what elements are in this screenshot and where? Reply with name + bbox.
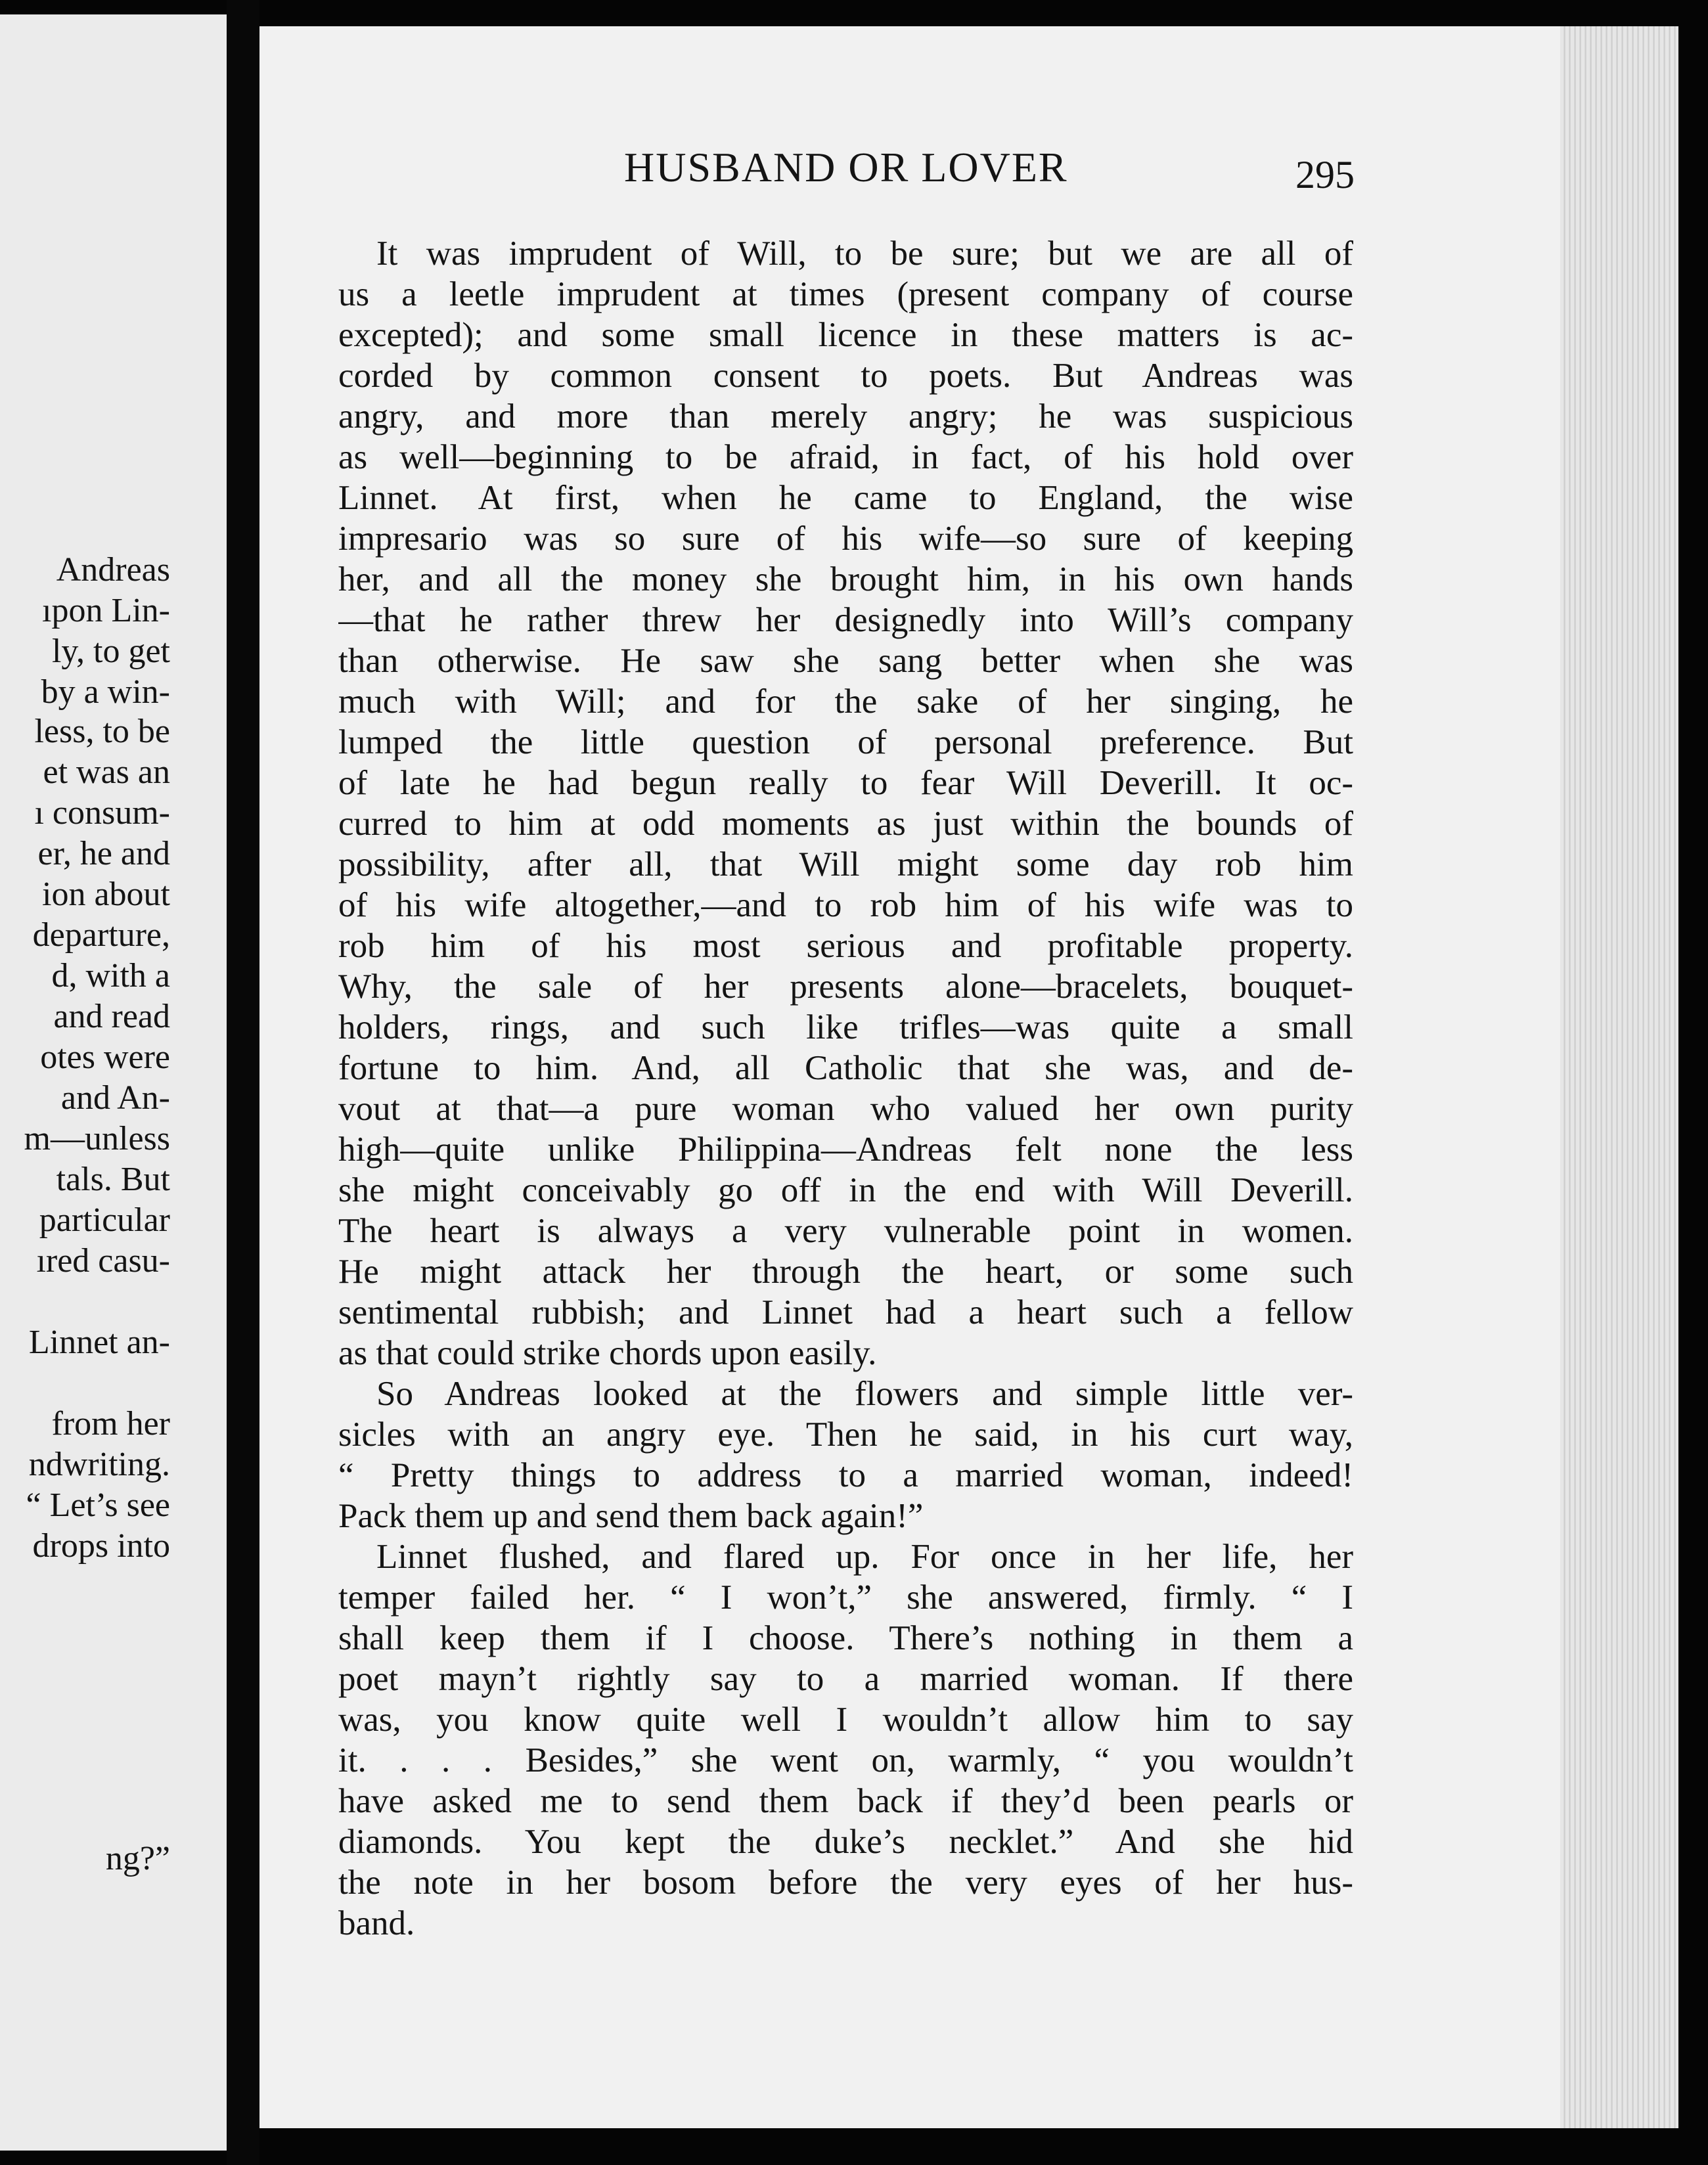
left-page-line: ndwriting. [28, 1446, 170, 1483]
text-line: Why, the sale of her presents alone—bracelets, bouquet- [338, 968, 1353, 1006]
text-line: excepted); and some small licence in these matters is ac- [338, 316, 1353, 354]
text-line: as well—beginning to be afraid, in fact, of his hold over [338, 438, 1353, 476]
left-page-line: by a win- [41, 673, 170, 711]
text-line: It was imprudent of Will, to be sure; but we are all of [376, 234, 1353, 273]
text-line: He might attack her through the heart, or some such [338, 1253, 1353, 1291]
text-line: vout at that—a pure woman who valued her own purity [338, 1090, 1353, 1128]
text-line: impresario was so sure of his wife—so sure of keeping [338, 520, 1353, 558]
text-line: temper failed her. “ I won’t,” she answered, firmly. “ I [338, 1578, 1353, 1617]
left-page-line: m—unless [24, 1120, 170, 1157]
text-line: holders, rings, and such like trifles—was quite a small [338, 1008, 1353, 1046]
text-line: Linnet. At first, when he came to England, the wise [338, 479, 1353, 517]
left-page-line: departure, [32, 916, 170, 954]
left-page-line: particular [39, 1201, 170, 1239]
left-page-line: drops into [32, 1527, 170, 1565]
text-line: angry, and more than merely angry; he was suspicious [338, 397, 1353, 435]
text-line: us a leetle imprudent at times (present company of course [338, 275, 1353, 313]
text-line: So Andreas looked at the flowers and simple little ver- [376, 1375, 1353, 1413]
left-page-line: ng?” [105, 1840, 170, 1877]
text-line: band. [338, 1904, 415, 1942]
text-line: fortune to him. And, all Catholic that she was, and de- [338, 1049, 1353, 1087]
left-page-line: ıred casu- [36, 1242, 170, 1280]
text-line: corded by common consent to poets. But Andreas was [338, 357, 1353, 395]
text-line: than otherwise. He saw she sang better when she was [338, 642, 1353, 680]
running-head: HUSBAND OR LOVER [624, 144, 1068, 190]
text-line: —that he rather threw her designedly into Will’s company [338, 601, 1353, 639]
text-line: rob him of his most serious and profitable property. [338, 927, 1353, 965]
text-line: shall keep them if I choose. There’s nothing in them a [338, 1619, 1353, 1657]
left-page-line: ı consum- [34, 794, 170, 832]
left-page-line: Andreas [56, 551, 170, 589]
text-line: Pack them up and send them back again!” [338, 1497, 924, 1535]
page-edges [1560, 26, 1678, 2128]
text-line: Linnet flushed, and flared up. For once in her life, her [376, 1538, 1353, 1576]
left-page-line: ion about [42, 876, 170, 913]
text-line: the note in her bosom before the very eyes of her hus- [338, 1864, 1353, 1902]
text-line: The heart is always a very vulnerable point in women. [338, 1212, 1353, 1250]
text-line: of late he had begun really to fear Will Deverill. It oc- [338, 764, 1353, 802]
text-line: diamonds. You kept the duke’s necklet.” And she hid [338, 1823, 1353, 1861]
text-line: it. . . . Besides,” she went on, warmly, “ you wouldn’t [338, 1741, 1353, 1779]
page-number: 295 [1295, 153, 1355, 196]
left-page-line: et was an [43, 753, 170, 791]
text-line: sentimental rubbish; and Linnet had a heart such a fellow [338, 1293, 1353, 1331]
book-gutter [227, 0, 259, 2165]
left-page-line: tals. But [56, 1161, 170, 1198]
left-page-line: ly, to get [51, 633, 170, 670]
text-line: have asked me to send them back if they’d been pearls or [338, 1782, 1353, 1820]
text-line: was, you know quite well I wouldn’t allow him to say [338, 1701, 1353, 1739]
left-page-line: d, with a [51, 957, 170, 994]
left-page-line: and read [53, 998, 170, 1035]
text-line: sicles with an angry eye. Then he said, in his curt way, [338, 1416, 1353, 1454]
text-line: of his wife altogether,—and to rob him of his wife was to [338, 886, 1353, 924]
text-line: “ Pretty things to address to a married woman, indeed! [338, 1456, 1353, 1494]
text-line: she might conceivably go off in the end with Will Deverill. [338, 1171, 1353, 1209]
left-page [0, 14, 227, 2151]
text-line: poet mayn’t rightly say to a married woman. If there [338, 1660, 1353, 1698]
text-line: high—quite unlike Philippina—Andreas felt none the less [338, 1130, 1353, 1169]
left-page-line: “ Let’s see [26, 1486, 170, 1524]
text-line: possibility, after all, that Will might some day rob him [338, 845, 1353, 883]
left-page-line: otes were [40, 1038, 170, 1076]
left-page-line: er, he and [37, 835, 170, 872]
text-line: as that could strike chords upon easily. [338, 1334, 877, 1372]
left-page-line: from her [51, 1405, 170, 1442]
text-line: lumped the little question of personal preference. But [338, 723, 1353, 761]
left-page-line: Linnet an- [28, 1324, 170, 1361]
left-page-line: less, to be [34, 713, 170, 750]
text-line: much with Will; and for the sake of her singing, he [338, 682, 1353, 721]
text-line: curred to him at odd moments as just within the bounds of [338, 805, 1353, 843]
left-page-line: and An- [60, 1079, 170, 1117]
text-line: her, and all the money she brought him, in his own hands [338, 560, 1353, 598]
left-page-line: ıpon Lin- [42, 592, 170, 629]
